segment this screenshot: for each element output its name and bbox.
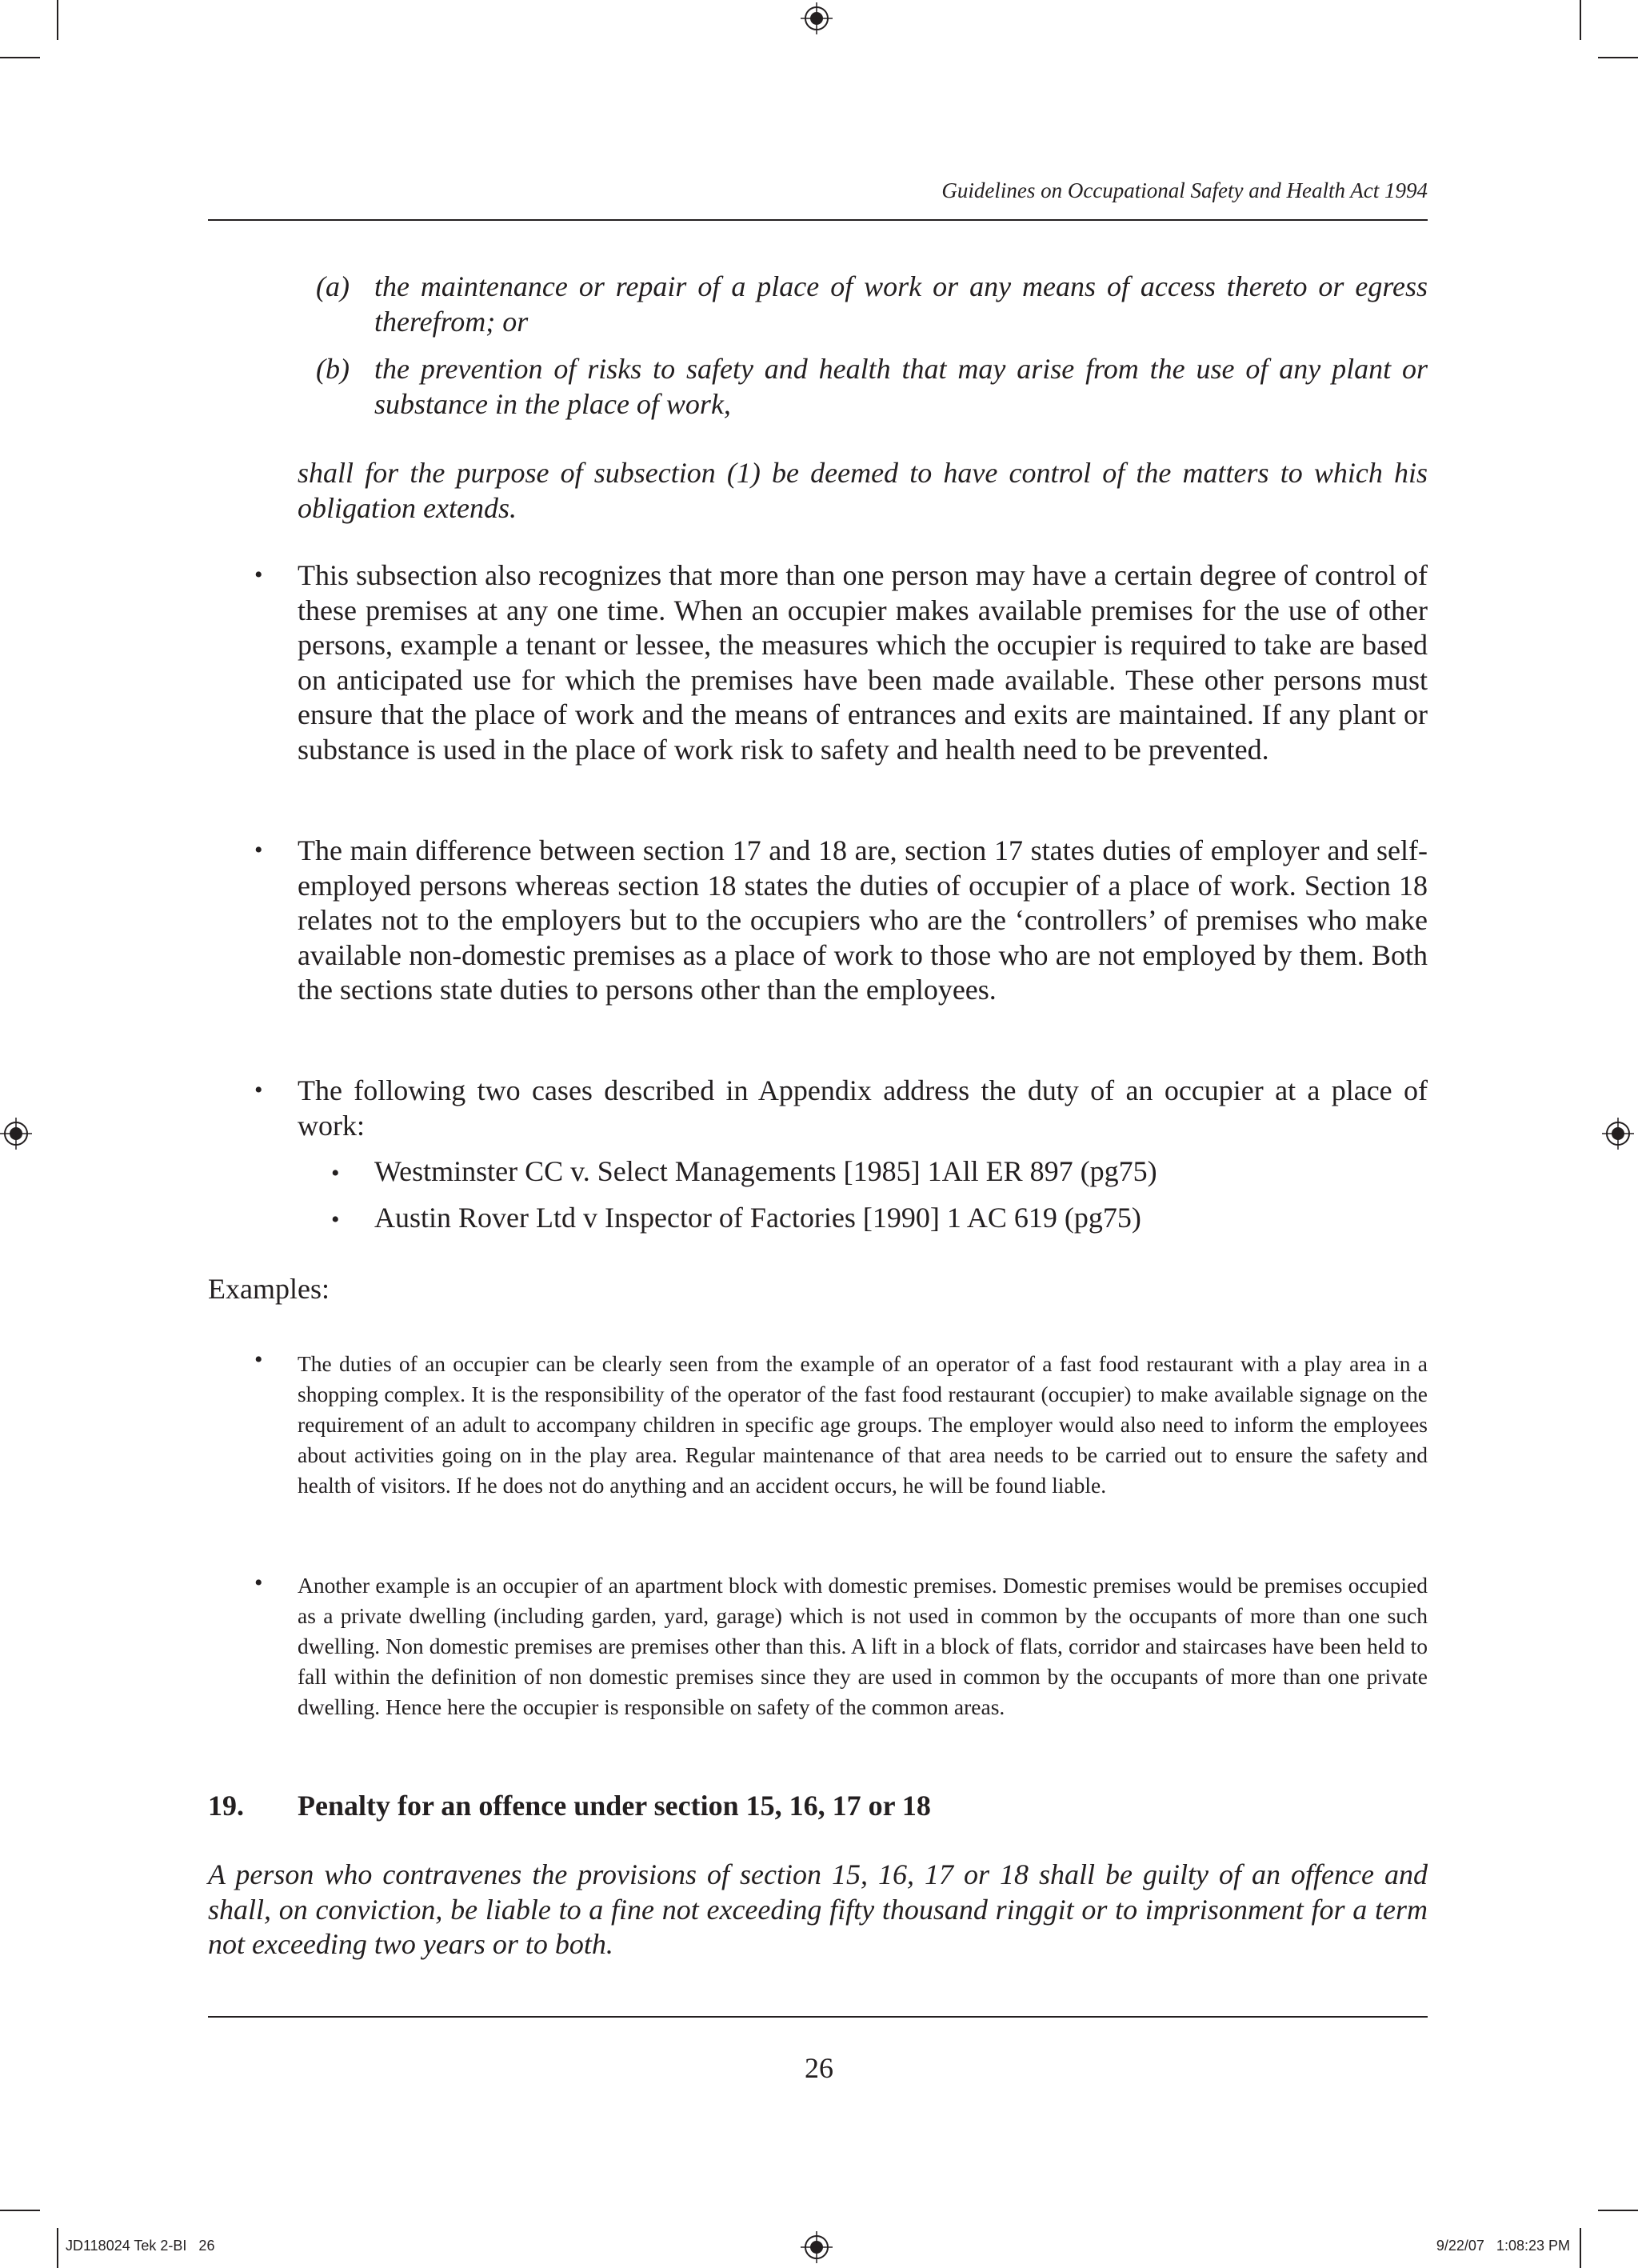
list-item-a [316,270,1428,342]
crop-mark [57,0,58,40]
registration-mark-icon [801,2231,833,2263]
print-slug-right: 9/22/07 1:08:23 PM [1436,2238,1570,2254]
crop-mark [0,2210,40,2211]
running-header: Guidelines on Occupational Safety and Health Act 1994 [941,178,1428,202]
example-paragraph: Another example is an occupier of an apartment block with domestic premises. Domestic premises would be premises occupied as a private dwelling (including garden, yard, garage) which is not used in common by the occupants of more than one such dwelling. Non domestic premises are premises other than this. A lift in a block of flats, corridor and staircases have been held to fall within the definition of non domestic premises since they are used in common by the occupants of more than one private dwelling. Hence here the occupier is responsible on safety of the common areas. [298,1573,1428,1719]
section-text: A person who contravenes the provisions of section 15, 16, 17 or 18 shall be guilty of an offence and shall, on conviction, be liable to a fine not exceeding fifty thousand ringgit or to imprisonment for a term not exceeding two years or to both. [208,1858,1428,1960]
bullet-paragraph: The main difference between section 17 and 18 are, section 17 states duties of employer and self-employed persons whereas section 18 states the duties of occupier of a place of work. Section 18 relates not to the employers but to the occupiers who are the ‘controllers’ of premises who make available non-domestic premises as a place of work to those who are not employed by them. Both the sections state duties to persons other than the employees. [298,834,1428,1006]
case-citation: Westminster CC v. Select Managements [1985] 1All ER 897 (pg75) [374,1155,1157,1187]
crop-mark [0,57,40,58]
bullet-paragraph: The following two cases described in Appendix address the duty of an occupier at a place of work: [298,1074,1428,1142]
section-number: 19. [208,1790,244,1822]
page-number: 26 [805,2052,833,2084]
crop-mark [1580,0,1581,40]
list-item-b [316,352,1428,424]
crop-mark [1580,2228,1581,2268]
item-label: (a) [316,270,350,302]
registration-mark-icon [1602,1118,1634,1150]
item-label: (b) [316,353,350,385]
registration-mark-icon [0,1118,32,1150]
bullet-marker: • [331,1160,340,1186]
bullet-marker: • [331,1206,340,1233]
item-text: the maintenance or repair of a place of work or any means of access thereto or egress therefrom; or [374,270,1428,338]
bullet-paragraph: This subsection also recognizes that more than one person may have a certain degree of control of these premises at any one time. When an occupier makes available premises for the use of other persons, example a tenant or lessee, the measures which the occupier is required to take are based on anticipated use for which the premises have been made available. These other persons must ensure that the place of work and the means of entrances and exits are maintained. If any plant or substance is used in the place of work risk to safety and health need to be prevented. [298,559,1428,766]
crop-mark [1598,2210,1638,2211]
registration-mark-icon [801,2,833,34]
item-text: the prevention of risks to safety and health that may arise from the use of any plant or substance in the place of work, [374,353,1428,420]
bullet-marker: • [254,562,263,588]
header-rule [208,219,1428,221]
case-citation: Austin Rover Ltd v Inspector of Factories [1990] 1 AC 619 (pg75) [374,1202,1141,1234]
section-title: Penalty for an offence under section 15, 16, 17 or 18 [298,1790,931,1822]
bullet-marker: • [254,1570,263,1596]
bullet-marker: • [254,1346,263,1373]
bullet-marker: • [254,837,263,863]
footer-rule [208,2016,1428,2018]
continuation-paragraph: shall for the purpose of subsection (1) be deemed to have control of the matters to which his obligation extends. [298,457,1428,524]
examples-heading: Examples: [208,1273,330,1305]
crop-mark [1598,57,1638,58]
print-slug-left: JD118024 Tek 2-BI 26 [66,2238,215,2254]
example-paragraph: The duties of an occupier can be clearly seen from the example of an operator of a fast food restaurant with a play area in a shopping complex. It is the responsibility of the operator of the fast food restaurant (occupier) to make available signage on the requirement of an adult to accompany children in specific age groups. The employer would also need to inform the employees about activities going on in the play area. Regular maintenance of that area needs to be carried out to ensure the safety and health of visitors. If he does not do anything and an accident occurs, he will be found liable. [298,1351,1428,1498]
crop-mark [57,2228,58,2268]
bullet-marker: • [254,1077,263,1103]
